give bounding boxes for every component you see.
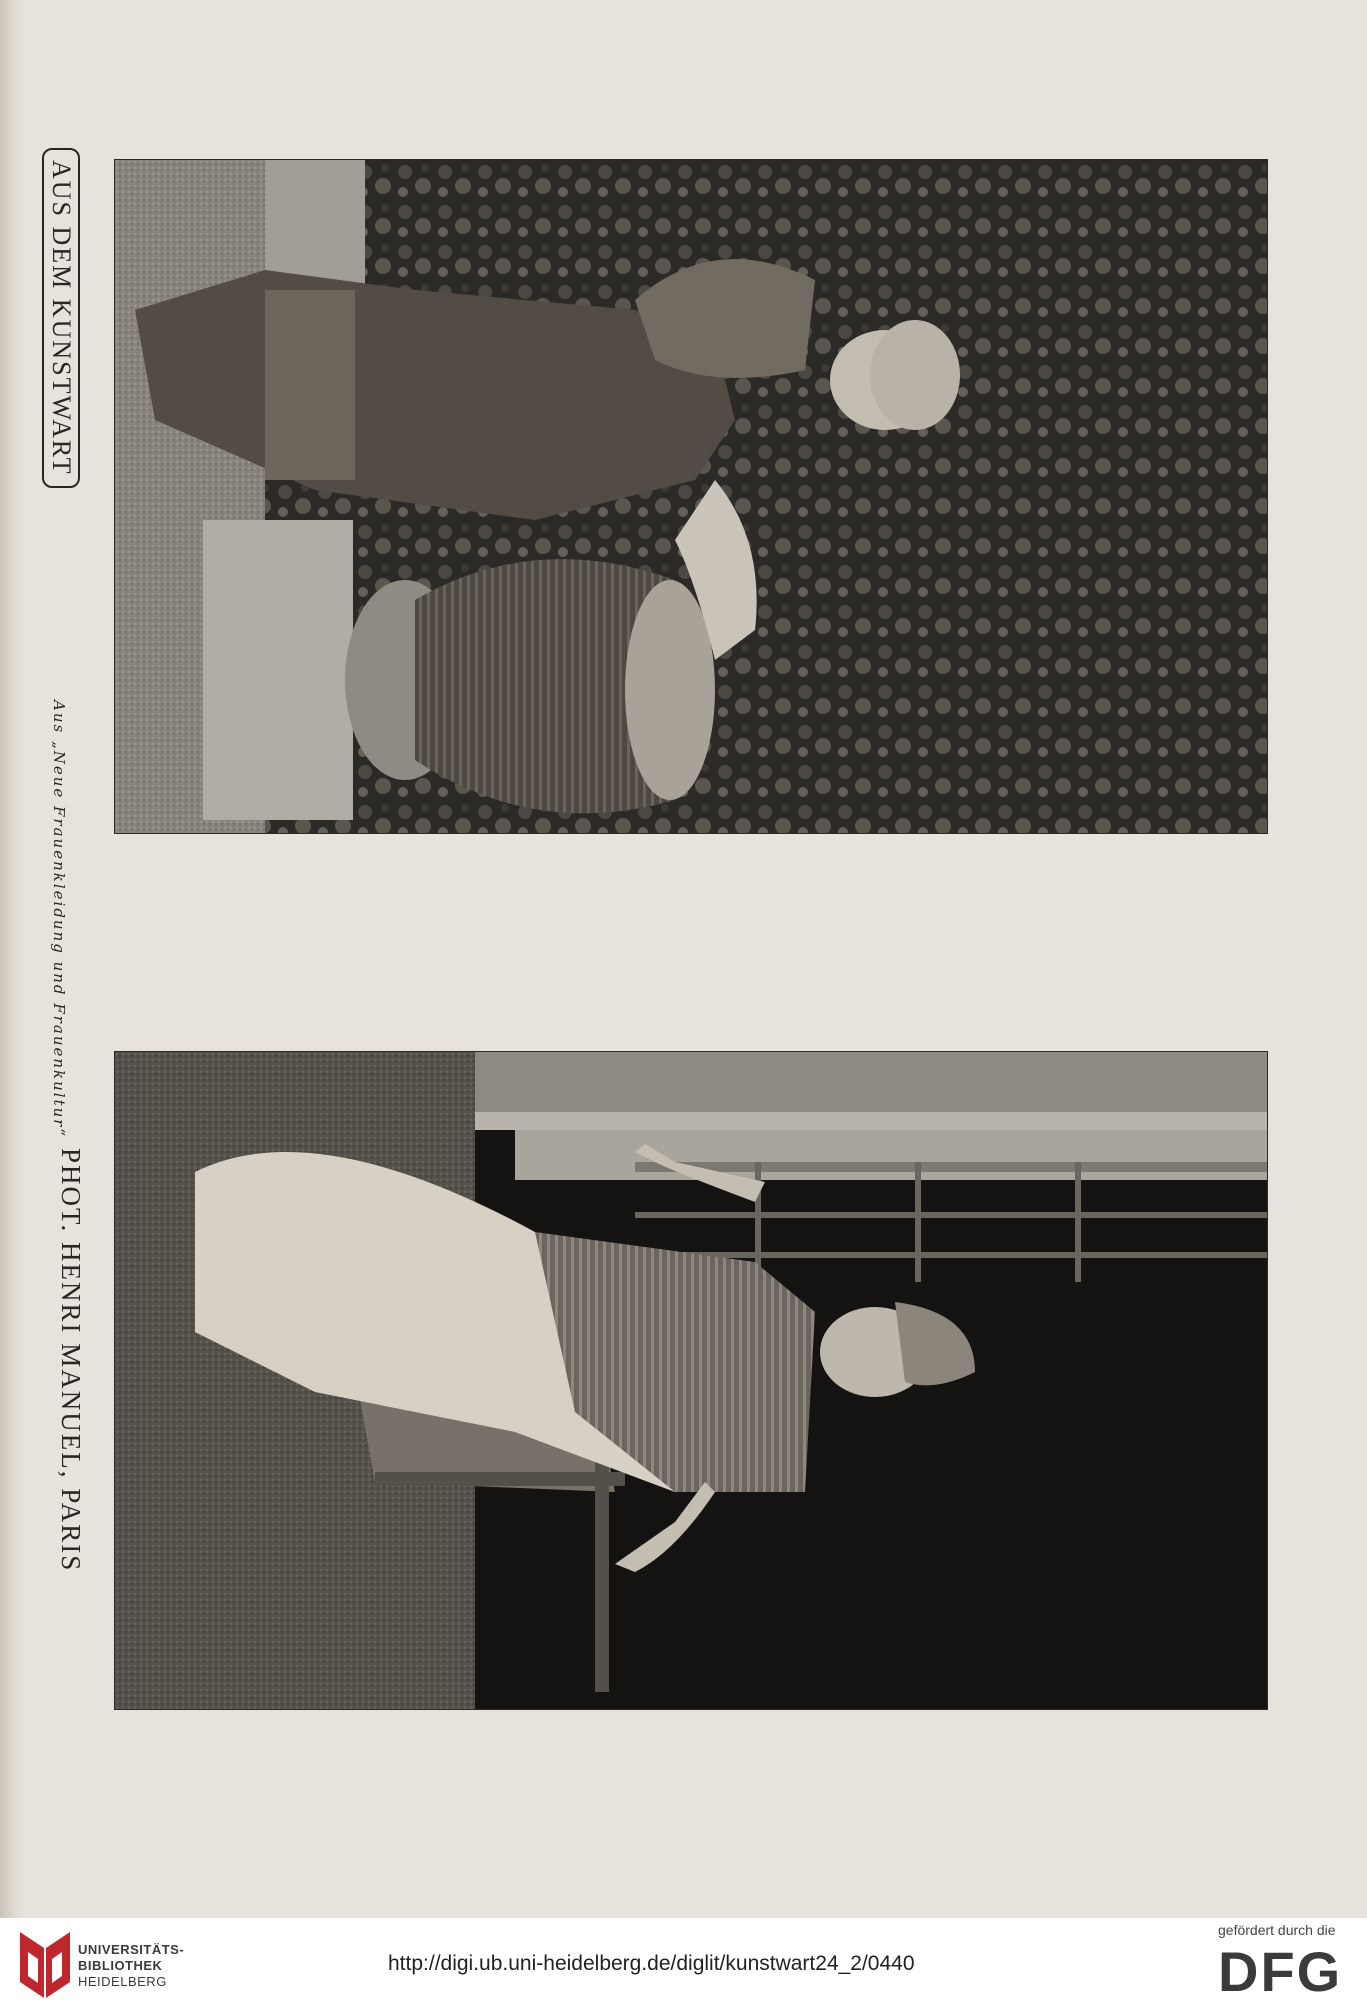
dfg-logo: DFG (1218, 1940, 1343, 2003)
book-spine-shadow (0, 0, 22, 1918)
library-name-line2: BIBLIOTHEK (78, 1958, 163, 1973)
photo-woman-seated-image (115, 1052, 1267, 1709)
photo-woman-with-vase (115, 160, 1267, 833)
funding-note: gefördert durch die (1218, 1922, 1336, 1938)
library-name (78, 1942, 184, 1990)
photo-woman-with-vase-image (115, 160, 1267, 833)
running-header: AUS DEM KUNSTWART (42, 148, 80, 488)
photo-woman-seated (115, 1052, 1267, 1709)
university-library-logo-icon (14, 1928, 72, 2000)
library-name-line1: UNIVERSITÄTS- (78, 1942, 185, 1957)
library-name-line3: HEIDELBERG (78, 1974, 167, 1989)
permalink-url[interactable]: http://digi.ub.uni-heidelberg.de/diglit/kunstwart24_2/0440 (388, 1952, 915, 1975)
photo-credit: PHOT. HENRI MANUEL, PARIS (56, 1148, 86, 1573)
source-caption: Aus „Neue Frauenkleidung und Frauenkultur“ (50, 700, 68, 1139)
